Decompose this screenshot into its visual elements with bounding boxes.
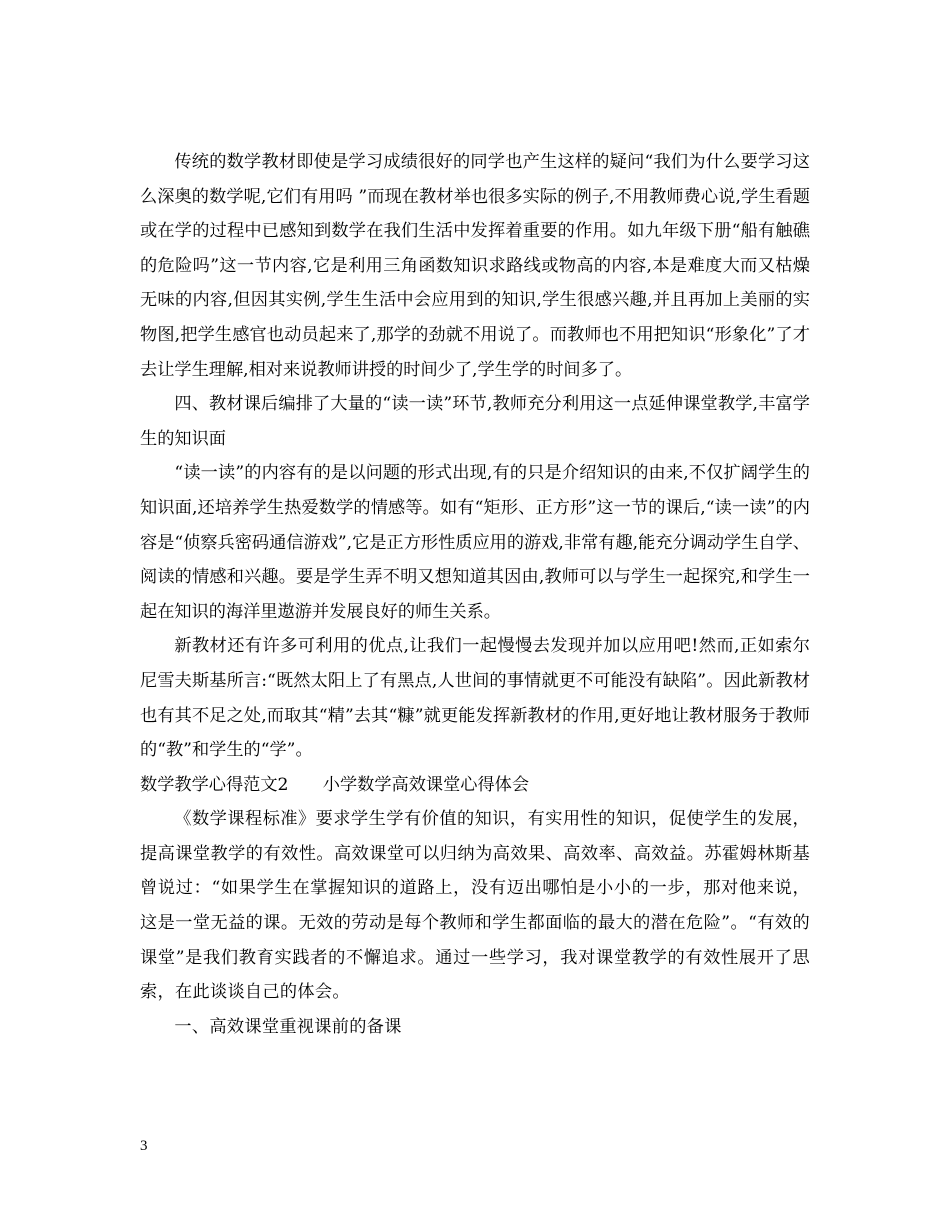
page-number: 3 bbox=[140, 1138, 148, 1154]
paragraph-read-section: “读一读”的内容有的是以问题的形式出现,有的只是介绍知识的由来,不仅扩阔学生的知识面,还培养学生热爱数学的情感等。如有“矩形、正方形”这一节的课后,“读一读”的内容是“侦察兵密码通信游戏”,它是正方形性质应用的游戏,非常有趣,能充分调动学生自学、阅读的情感和兴趣。要是学生弄不明又想知道其因由,教师可以与学生一起探究,和学生一起在知识的海洋里遨游并发展良好的师生关系。 bbox=[140, 463, 810, 622]
paragraph-curriculum-standard: 《数学课程标准》要求学生学有价值的知识，有实用性的知识，促使学生的发展，提高课堂教学的有效性。高效课堂可以归纳为高效果、高效率、高效益。苏霍姆林斯基曾说过：“如果学生在掌握知识的道路上，没有迈出哪怕是小小的一步，那对他来说，这是一堂无益的课。无效的劳动是每个教师和学生都面临的最大的潜在危险”。“有效的课堂”是我们教育实践者的不懈追求。通过一些学习，我对课堂教学的有效性展开了思索，在此谈谈自己的体会。 bbox=[140, 809, 810, 1003]
paragraph-textbook-examples: 传统的数学教材即使是学习成绩很好的同学也产生这样的疑问“我们为什么要学习这么深奥的数学呢,它们有用吗 ”而现在教材举也很多实际的例子,不用教师费心说,学生看题或在学的过程中已感知到数学在我们生活中发挥着重要的作用。如九年级下册“船有触礁的危险吗”这一节内容,它是利用三角函数知识求路线或物高的内容,本是难度大而又枯燥无味的内容,但因其实例,学生生活中会应用到的知识,学生很感兴趣,并且再加上美丽的实物图,把学生感官也动员起来了,那学的劲就不用说了。而教师也不用把知识“形象化”了才去让学生理解,相对来说教师讲授的时间少了,学生学的时间多了。 bbox=[140, 152, 810, 380]
document-body bbox=[140, 145, 810, 1044]
paragraph-conclusion: 新教材还有许多可利用的优点,让我们一起慢慢去发现并加以应用吧!然而,正如索尔尼雪夫斯基所言:“既然太阳上了有黑点,人世间的事情就更不可能没有缺陷”。因此新教材也有其不足之处,而取其“精”去其“糠”就更能发挥新教材的作用,更好地让教材服务于教师的“教”和学生的“学”。 bbox=[140, 636, 810, 761]
section-heading: 数学教学心得范文2 小学数学高效课堂心得体会 bbox=[140, 774, 530, 795]
paragraph-subheading-lesson-prep: 一、高效课堂重视课前的备课 bbox=[174, 1016, 402, 1037]
paragraph-read-section-heading: 四、教材课后编排了大量的“读一读”环节,教师充分利用这一点延伸课堂教学,丰富学生的知识面 bbox=[140, 394, 810, 449]
